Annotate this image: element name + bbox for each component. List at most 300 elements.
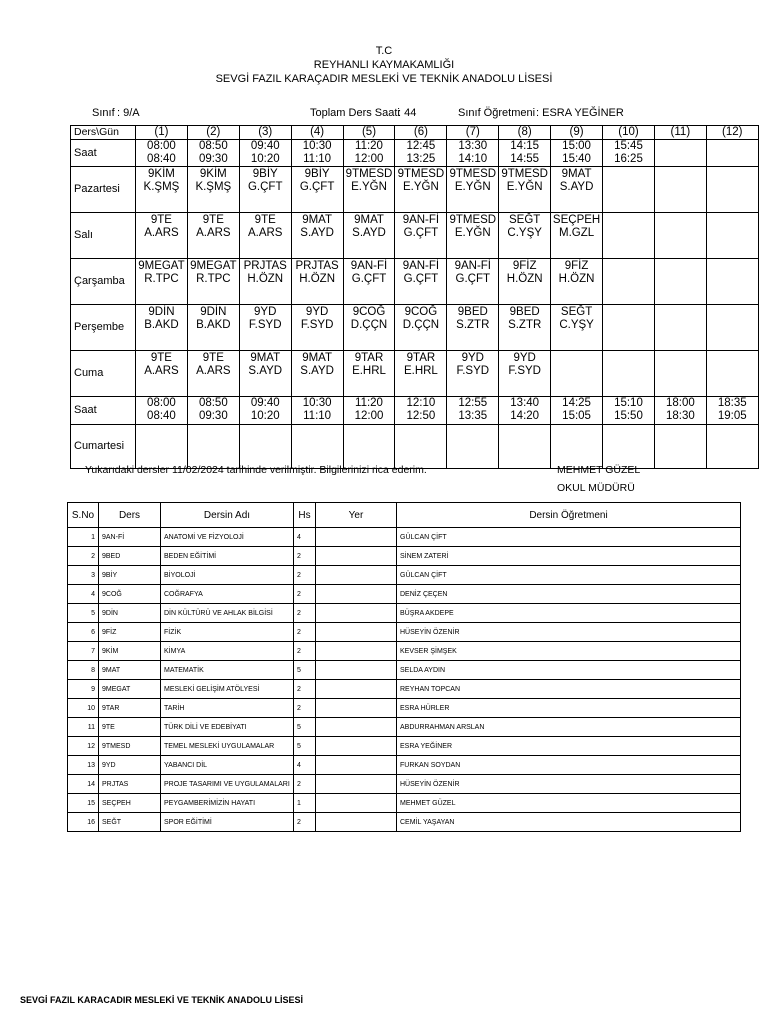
cell-line-1: 9FİZ [564,260,589,272]
cell-line-2: 09:30 [198,153,228,165]
lesson-cell [654,259,706,305]
cell-line-2 [707,273,758,286]
row-hours: 2 [294,585,316,604]
cell-line-1: 9TAR [406,352,436,364]
cell-line-1: 9TAR [354,352,384,364]
cell-line-2: 12:00 [354,410,384,422]
cell-line-1 [707,352,758,365]
col-header-yer: Yer [316,503,397,528]
cell-line-1: 15:10 [614,397,643,409]
saat-label: Saat [71,140,136,167]
cell-line-1: 9TMESD [449,214,497,226]
cell-line-2 [707,227,758,240]
day-row-cuma [71,351,759,397]
row-sno: 1 [68,528,99,547]
cell-line-1: SEÇPEH [552,214,601,226]
cell-line-2: 14:55 [510,153,540,165]
table-row [68,528,741,547]
cell-line-1: 14:25 [562,397,591,409]
row-teacher: MEHMET GÜZEL [397,794,741,813]
cell-line-1: SEĞT [560,306,593,318]
period-header: (4) [291,126,343,140]
row-hours: 2 [294,680,316,699]
row-course-name: PEYGAMBERİMİZİN HAYATI [161,794,294,813]
row-hours: 2 [294,604,316,623]
cell-line-2 [551,365,602,378]
row-teacher: REYHAN TOPCAN [397,680,741,699]
lesson-cell [706,425,758,469]
cell-line-1: 18:00 [665,397,695,409]
cell-line-1: 9TE [150,214,172,226]
cell-line-2: B.AKD [144,319,179,331]
time-cell [447,140,499,167]
lesson-cell [343,259,395,305]
cell-line-1: 9BED [457,306,488,318]
course-list-header-row [68,503,741,528]
cell-line-2: S.AYD [352,227,386,239]
cell-line-2: 15:05 [562,410,591,422]
row-hours: 4 [294,756,316,775]
row-teacher: GÜLCAN ÇİFT [397,566,741,585]
cell-line-2: E.HRL [403,365,438,377]
cell-line-2: 12:00 [354,153,384,165]
total-hours-label: Toplam Ders Saati [310,107,400,119]
cell-line-2: A.ARS [196,365,231,377]
table-row [68,604,741,623]
cell-line-1: 9KİM [148,168,175,180]
lesson-cell [706,305,758,351]
cell-line-2: S.AYD [248,365,283,377]
cell-line-2: B.AKD [196,319,231,331]
table-row [68,680,741,699]
period-header: (10) [603,126,655,140]
row-course-name: DİN KÜLTÜRÜ VE AHLAK BİLGİSİ [161,604,294,623]
row-ders-code: 9FİZ [99,623,161,642]
day-label: Cumartesi [71,425,136,469]
cell-line-1: 9COĞ [352,306,386,318]
cell-line-2: M.GZL [559,227,595,239]
lesson-cell [343,305,395,351]
row-hours: 2 [294,775,316,794]
lesson-cell [499,167,551,213]
lesson-cell [447,305,499,351]
row-room [316,775,397,794]
cell-line-2 [707,319,758,332]
cell-line-1: 9TMESD [345,168,393,180]
row-hours: 2 [294,642,316,661]
row-teacher: CEMİL YAŞAYAN [397,813,741,832]
lesson-cell [654,167,706,213]
cell-line-1: 10:30 [302,140,332,152]
lesson-cell [239,167,291,213]
cell-line-2: C.YŞY [507,227,542,239]
cell-line-1: 9TE [202,214,224,226]
row-sno: 10 [68,699,99,718]
cell-line-2: E.YĞN [351,181,387,193]
lesson-cell [603,425,655,469]
row-room [316,528,397,547]
time-cell [291,397,343,425]
table-row [68,775,741,794]
cell-line-1: 9AN-Fİ [350,260,388,272]
day-row-salı [71,213,759,259]
day-label: Salı [71,213,136,259]
saat-row-2 [71,397,759,425]
lesson-cell [239,259,291,305]
row-sno: 7 [68,642,99,661]
cell-line-2: 08:40 [147,153,176,165]
cell-line-2: A.ARS [144,365,179,377]
lesson-cell [187,259,239,305]
lesson-cell [291,425,343,469]
cell-line-1: 9MAT [250,352,281,364]
row-sno: 5 [68,604,99,623]
table-row [68,566,741,585]
row-hours: 2 [294,813,316,832]
col-header-ogretmen: Dersin Öğretmeni [397,503,741,528]
lesson-cell [136,305,188,351]
row-hours: 2 [294,566,316,585]
time-cell [551,140,603,167]
cell-line-2 [655,273,706,286]
lesson-cell [291,259,343,305]
row-room [316,585,397,604]
lesson-cell [187,167,239,213]
lesson-cell [187,351,239,397]
row-teacher: BÜŞRA AKDEPE [397,604,741,623]
period-header: (2) [187,126,239,140]
cell-line-2: 14:20 [510,410,540,422]
cell-line-1: 9YD [305,306,329,318]
note-text: Yukarıdaki dersler 11/02/2024 tarihinde verilmiştir. Bilgilerinizi rica ederim. [85,464,427,476]
time-cell [499,140,551,167]
cell-line-2: G.ÇFT [351,273,387,285]
row-sno: 11 [68,718,99,737]
class-label: Sınıf [92,107,115,119]
row-teacher: ESRA HÜRLER [397,699,741,718]
time-cell [395,140,447,167]
cell-line-2: D.ÇÇN [350,319,388,331]
row-sno: 12 [68,737,99,756]
period-header: (6) [395,126,447,140]
period-header-row [71,126,759,140]
row-course-name: PROJE TASARIMI VE UYGULAMALARI [161,775,294,794]
cell-line-1: 9FİZ [512,260,537,272]
cell-line-2: 14:10 [458,153,488,165]
cell-line-2: G.ÇFT [403,227,439,239]
principal-title: OKUL MÜDÜRÜ [557,482,635,494]
lesson-cell [706,167,758,213]
cell-line-2: E.HRL [352,365,386,377]
row-ders-code: 9MEGAT [99,680,161,699]
row-sno: 9 [68,680,99,699]
time-cell [551,397,603,425]
row-sno: 8 [68,661,99,680]
cell-line-2: S.ZTR [456,319,490,331]
row-course-name: KİMYA [161,642,294,661]
row-sno: 13 [68,756,99,775]
cell-line-2: 09:30 [198,410,228,422]
lesson-cell [551,305,603,351]
lesson-cell [239,305,291,351]
cell-line-2: S.AYD [300,227,334,239]
cell-line-2: E.YĞN [454,181,491,193]
time-cell [654,397,706,425]
period-header: (11) [654,126,706,140]
class-teacher-value: : ESRA YEĞİNER [536,107,624,119]
col-header-dersin-adi: Dersin Adı [161,503,294,528]
day-row-çarşamba [71,259,759,305]
day-row-perşembe [71,305,759,351]
cell-line-1: 9TMESD [397,168,445,180]
table-row [68,718,741,737]
cell-line-1: 9MEGAT [138,260,185,272]
row-hours: 5 [294,661,316,680]
cell-line-2: H.ÖZN [506,273,543,285]
lesson-cell [291,351,343,397]
row-ders-code: 9TMESD [99,737,161,756]
cell-line-2: S.ZTR [508,319,542,331]
cell-line-1 [655,306,706,319]
cell-line-1: 08:50 [198,140,228,152]
day-row-cumartesi [71,425,759,469]
row-ders-code: 9BİY [99,566,161,585]
cell-line-1 [655,140,706,153]
lesson-cell [291,305,343,351]
cell-line-1: 9TMESD [501,168,548,180]
lesson-cell [136,425,188,469]
row-sno: 6 [68,623,99,642]
day-label: Perşembe [71,305,136,351]
table-row [68,661,741,680]
period-header: (8) [499,126,551,140]
cell-line-1: 9TE [254,214,276,226]
cell-line-1: 9YD [461,352,484,364]
row-teacher: GÜLCAN ÇİFT [397,528,741,547]
cell-line-1: 9MAT [354,214,384,226]
cell-line-2: E.YĞN [506,181,543,193]
time-cell [447,397,499,425]
total-hours-value: : 44 [398,107,417,119]
row-ders-code: 9TE [99,718,161,737]
cell-line-2 [655,181,706,194]
cell-line-1: PRJTAS [243,260,287,272]
cell-line-2 [603,273,654,286]
cell-line-2: 13:35 [458,410,488,422]
cell-line-2: F.SYD [300,319,334,331]
cell-line-1 [707,306,758,319]
cell-line-2: E.YĞN [454,227,491,239]
cell-line-2: R.TPC [144,273,179,285]
cell-line-1: 9DİN [200,306,227,318]
lesson-cell [499,259,551,305]
cell-line-1: 9BİY [252,168,278,180]
row-hours: 2 [294,623,316,642]
cell-line-2 [655,153,706,166]
cell-line-1: 9MAT [302,214,333,226]
row-sno: 16 [68,813,99,832]
weekly-timetable [70,125,759,469]
lesson-cell [395,425,447,469]
header-school-name: SEVGİ FAZIL KARAÇADIR MESLEKİ VE TEKNİK ANADOLU LİSESİ [215,73,553,85]
cell-line-2: H.ÖZN [558,273,595,285]
cell-line-1 [603,260,654,273]
cell-line-2: 18:30 [665,410,695,422]
time-cell [603,140,655,167]
cell-line-2: 15:40 [562,153,591,165]
cell-line-2: K.ŞMŞ [143,181,180,193]
cell-line-1 [707,140,758,153]
table-row [68,623,741,642]
period-header: (3) [239,126,291,140]
cell-line-2: S.AYD [300,365,334,377]
row-ders-code: SEĞT [99,813,161,832]
lesson-cell [447,259,499,305]
cell-line-1 [551,352,602,365]
table-row [68,585,741,604]
row-room [316,623,397,642]
lesson-cell [654,213,706,259]
cell-line-2 [707,181,758,194]
col-header-sno: S.No [68,503,99,528]
row-sno: 2 [68,547,99,566]
cell-line-2: F.SYD [456,365,490,377]
cell-line-1: 10:30 [302,397,332,409]
row-ders-code: 9DİN [99,604,161,623]
cell-line-2: 10:20 [250,410,280,422]
cell-line-1: 12:45 [406,140,436,152]
lesson-cell [136,259,188,305]
row-ders-code: 9KİM [99,642,161,661]
lesson-cell [603,351,655,397]
day-label: Pazartesi [71,167,136,213]
cell-line-2 [655,365,706,378]
row-sno: 4 [68,585,99,604]
row-course-name: SPOR EĞİTİMİ [161,813,294,832]
time-cell [136,397,188,425]
cell-line-1: 18:35 [717,397,747,409]
row-teacher: ABDURRAHMAN ARSLAN [397,718,741,737]
cell-line-1 [707,260,758,273]
lesson-cell [187,305,239,351]
day-label: Çarşamba [71,259,136,305]
cell-line-1: PRJTAS [295,260,339,272]
lesson-cell [447,167,499,213]
lesson-cell [447,213,499,259]
cell-line-2: C.YŞY [559,319,594,331]
cell-line-1: 12:55 [458,397,488,409]
cell-line-2: 11:10 [303,410,332,422]
row-sno: 15 [68,794,99,813]
cell-line-1: 9KİM [199,168,227,180]
lesson-cell [654,425,706,469]
lesson-cell [187,213,239,259]
time-cell [343,397,395,425]
cell-line-2: A.ARS [247,227,283,239]
row-ders-code: 9BED [99,547,161,566]
lesson-cell [395,167,447,213]
cell-line-1 [655,168,706,181]
corner-label: Ders\Gün [71,126,136,140]
day-label: Cuma [71,351,136,397]
cell-line-1 [707,168,758,181]
row-course-name: TÜRK DİLİ VE EDEBİYATI [161,718,294,737]
course-list-table [67,502,741,832]
lesson-cell [654,351,706,397]
lesson-cell [447,351,499,397]
cell-line-2: G.ÇFT [299,181,335,193]
lesson-cell [291,167,343,213]
row-ders-code: 9YD [99,756,161,775]
lesson-cell [603,167,655,213]
row-course-name: TARİH [161,699,294,718]
row-teacher: ESRA YEĞİNER [397,737,741,756]
cell-line-2: G.ÇFT [455,273,491,285]
cell-line-1: 11:20 [355,397,383,409]
cell-line-2: 08:40 [147,410,176,422]
cell-line-2 [603,365,654,378]
lesson-cell [343,167,395,213]
lesson-cell [499,305,551,351]
row-room [316,813,397,832]
lesson-cell [706,213,758,259]
row-hours: 5 [294,718,316,737]
cell-line-1: 08:50 [198,397,228,409]
cell-line-2: S.AYD [559,181,594,193]
class-teacher-label: Sınıf Öğretmeni [458,107,536,119]
time-cell [136,140,188,167]
row-sno: 3 [68,566,99,585]
cell-line-1: 15:45 [614,140,643,152]
cell-line-1: 9AN-Fİ [402,260,440,272]
row-teacher: SELDA AYDIN [397,661,741,680]
cell-line-1: 9MAT [561,168,592,180]
cell-line-1: 9TMESD [449,168,497,180]
cell-line-1 [603,352,654,365]
lesson-cell [343,213,395,259]
lesson-cell [395,351,447,397]
cell-line-2: 10:20 [250,153,280,165]
cell-line-2: F.SYD [248,319,282,331]
cell-line-1: 11:20 [355,140,383,152]
table-row [68,547,741,566]
cell-line-1: 9YD [254,306,277,318]
row-course-name: TEMEL MESLEKİ UYGULAMALAR [161,737,294,756]
cell-line-2: A.ARS [196,227,231,239]
col-header-hs: Hs [294,503,316,528]
lesson-cell [551,351,603,397]
lesson-cell [395,259,447,305]
saat-label: Saat [71,397,136,425]
row-room [316,794,397,813]
lesson-cell [343,351,395,397]
time-cell [499,397,551,425]
table-row [68,642,741,661]
table-row [68,756,741,775]
cell-line-1 [707,214,758,227]
period-header: (9) [551,126,603,140]
cell-line-2 [603,319,654,332]
cell-line-2: H.ÖZN [247,273,284,285]
row-ders-code: 9AN-Fİ [99,528,161,547]
row-room [316,699,397,718]
row-hours: 1 [294,794,316,813]
lesson-cell [239,351,291,397]
cell-line-2: A.ARS [144,227,179,239]
row-course-name: BİYOLOJİ [161,566,294,585]
cell-line-2: 13:25 [406,153,436,165]
lesson-cell [551,425,603,469]
